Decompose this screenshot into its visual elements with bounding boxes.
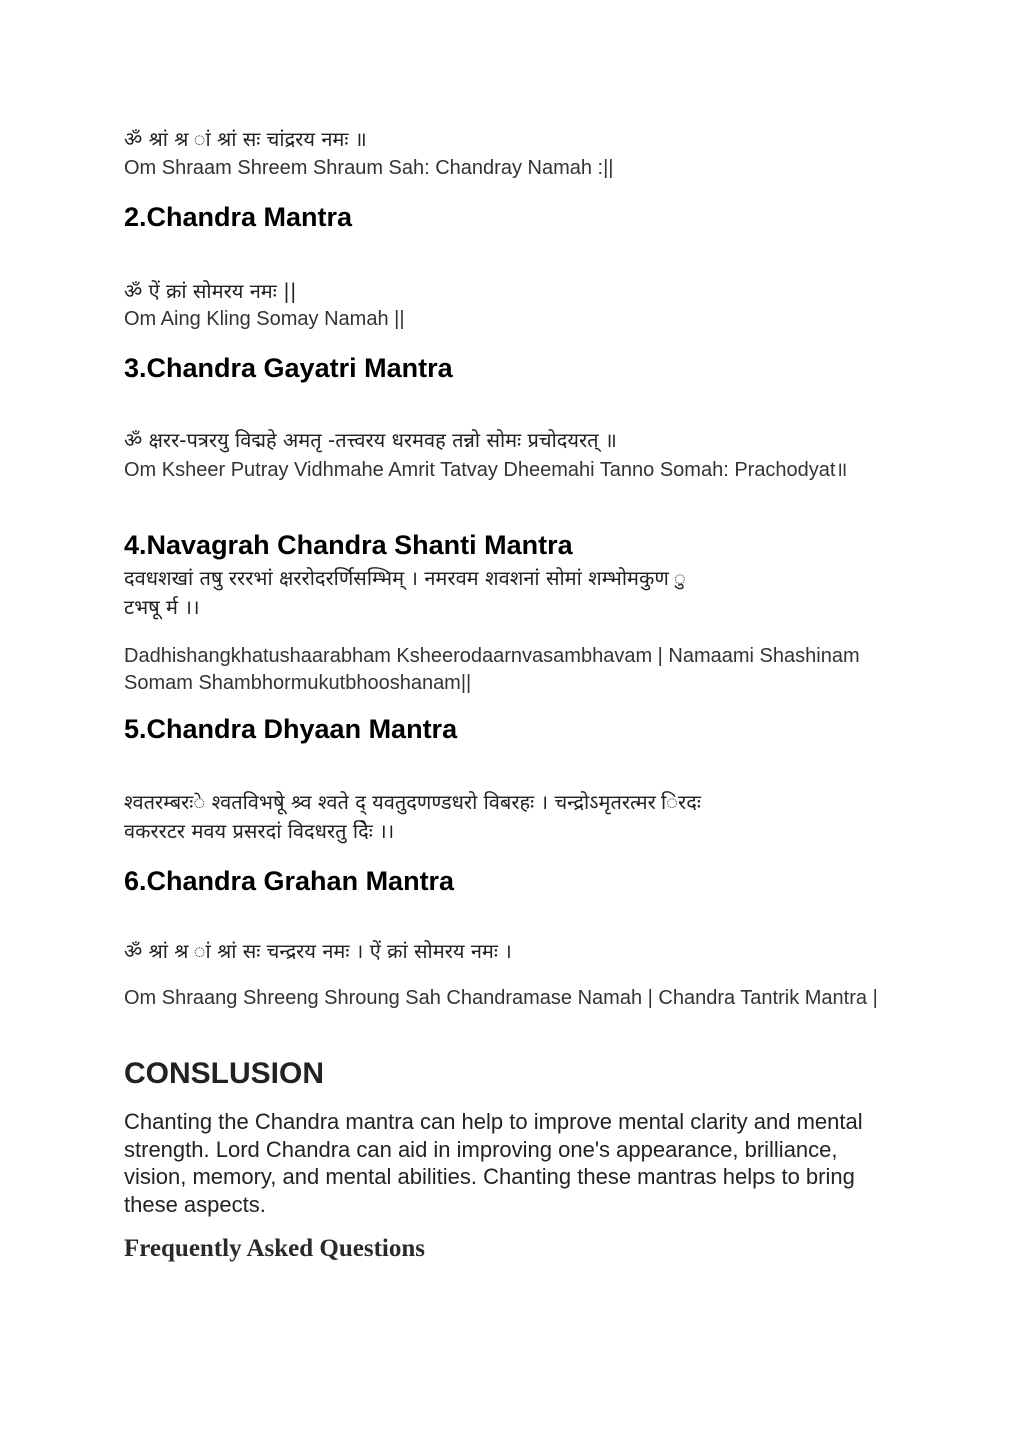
intro-devanagari-mantra: ॐ श्रां श्र ां श्रां सः चांद्ररय नमः ॥ — [124, 127, 367, 151]
shanti-mantra-devanagari-line2: टभषू र्म ।। — [124, 595, 200, 619]
grahan-mantra-transliteration: Om Shraang Shreeng Shroung Sah Chandramase Namah | Chandra Tantrik Mantra | — [124, 987, 878, 1009]
conclusion-paragraph: Chanting the Chandra mantra can help to improve mental clarity and mental strength. Lord Chandra can aid in improving one's appearance, brilliance, vision, memory, and mental abilities. Chanting these mantras helps to bring these aspects. — [124, 1109, 863, 1217]
heading-chandra-grahan-mantra: 6.Chandra Grahan Mantra — [124, 866, 455, 896]
heading-conclusion: CONSLUSION — [124, 1057, 325, 1090]
heading-chandra-dhyaan-mantra: 5.Chandra Dhyaan Mantra — [124, 714, 458, 744]
grahan-mantra-devanagari: ॐ श्रां श्र ां श्रां सः चन्द्ररय नमः । ऐं क्रां सोमरय नमः । — [124, 939, 512, 963]
heading-frequently-asked-questions: Frequently Asked Questions — [124, 1235, 425, 1262]
intro-transliteration: Om Shraam Shreem Shraum Sah: Chandray Namah :|| — [124, 157, 614, 179]
heading-navagrah-chandra-shanti-mantra: 4.Navagrah Chandra Shanti Mantra — [124, 530, 573, 560]
heading-chandra-gayatri-mantra: 3.Chandra Gayatri Mantra — [124, 353, 453, 383]
gayatri-mantra-transliteration: Om Ksheer Putray Vidhmahe Amrit Tatvay Dheemahi Tanno Somah: Prachodyat॥ — [124, 459, 848, 481]
heading-chandra-mantra: 2.Chandra Mantra — [124, 202, 353, 232]
shanti-mantra-devanagari-line1: दवधशखां तषु रररभां क्षररोदरर्णिसम्भिम् । नमरवम शवशनां सोमां शम्भोमकुण ु — [124, 566, 686, 590]
chandra-mantra-devanagari: ॐ ऐं क्रां सोमरय नमः || — [124, 279, 297, 303]
shanti-mantra-transliteration: Dadhishangkhatushaarabham Ksheerodaarnvasambhavam | Namaami Shashinam Somam Shambhormukutbhooshanam|| — [124, 645, 860, 694]
dhyaan-mantra-devanagari-line1: श्वतरम्बरःे श्वतविभषूे श्र्व श्वते द् यवतुदणण्डधरो विबरहः । चन्द्रोऽमृतरत्मर िरदः — [124, 790, 701, 814]
gayatri-mantra-devanagari: ॐ क्षरर-पत्ररयु विद्महे अमतृ -तत्त्वरय धरमवह तन्नो सोमः प्रचोदयरत् ॥ — [124, 428, 617, 452]
chandra-mantra-transliteration: Om Aing Kling Somay Namah || — [124, 308, 405, 330]
dhyaan-mantra-devanagari-line2: वकररटर मवय प्रसरदां विदधरतु देिः ।। — [124, 819, 395, 843]
